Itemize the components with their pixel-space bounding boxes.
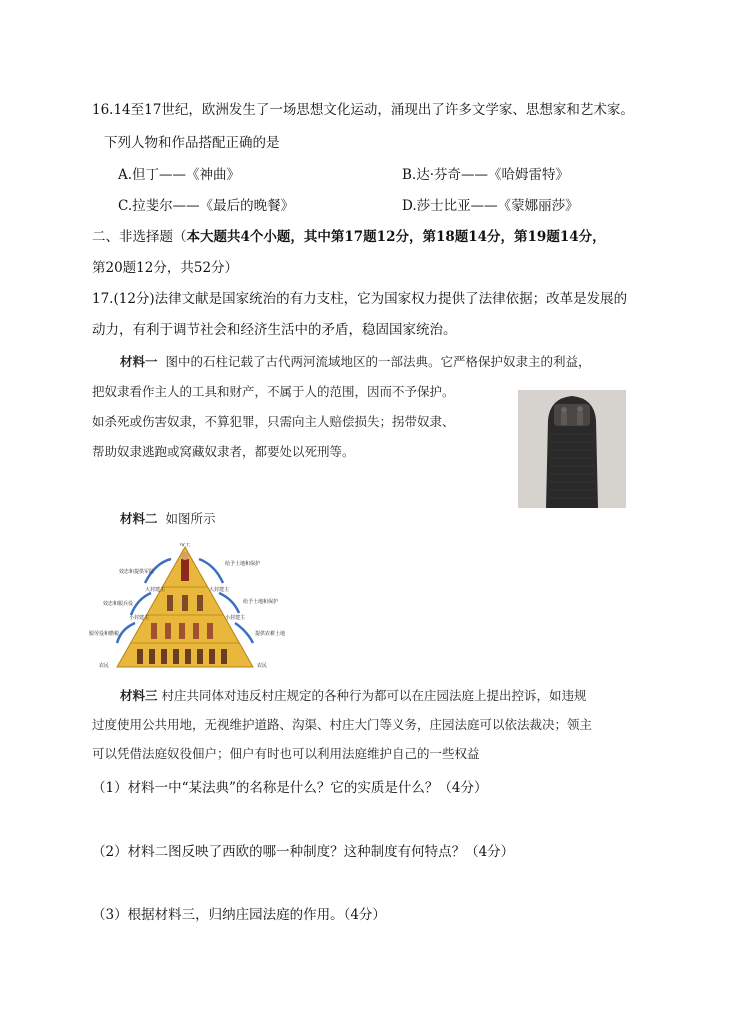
label-left-lower: 服劳役和缴税 xyxy=(89,631,120,637)
king-figure xyxy=(181,552,189,581)
material1-label: 材料一 xyxy=(120,354,158,369)
q16-option-c[interactable]: C.拉斐尔——《最后的晚餐》 xyxy=(118,198,295,214)
q17-intro-2: 动力，有利于调节社会和经济生活中的矛盾，稳固国家统治。 xyxy=(92,322,457,338)
label-tier2-right: 大封建主 xyxy=(209,587,230,593)
hammurabi-stele-photo xyxy=(518,390,626,508)
material3-label: 材料三 xyxy=(120,688,158,703)
subquestion-1: （1）材料一中“某法典”的名称是什么？它的实质是什么？（4分） xyxy=(92,780,488,796)
label-right-upper: 给予土地和保护 xyxy=(225,561,261,567)
material1-line3: 如杀死或伤害奴隶，不算犯罪，只需向主人赔偿损失；拐带奴隶、 xyxy=(92,414,455,429)
section-heading-b: 本大题共4个小题，其中第17题12分，第18题14分，第19题14分， xyxy=(186,229,606,245)
q17-intro-1: 17.(12分)法律文献是国家统治的有力支柱，它为国家权力提供了法律依据；改革是发展的 xyxy=(92,291,628,307)
material1-text: 图中的石柱记载了古代两河流域地区的一部法典。它严格保护奴隶主的利益， xyxy=(165,354,591,369)
subquestion-2: （2）材料二图反映了西欧的哪一种制度？这种制度有何特点？（4分） xyxy=(92,844,515,860)
lord-figures xyxy=(167,595,203,611)
material2-line xyxy=(120,510,215,528)
label-top: 帝王 xyxy=(179,543,191,548)
label-bottom-left: 农民 xyxy=(99,663,110,669)
material3-line2: 过度使用公共用地，无视维护道路、沟渠、村庄大门等义务，庄园法庭可以依法裁决；领主 xyxy=(92,717,593,732)
q16-option-b[interactable]: B.达·芬奇——《哈姆雷特》 xyxy=(402,167,570,183)
material1-line1 xyxy=(120,353,590,371)
label-tier3-left: 小封建主 xyxy=(129,615,150,621)
feudal-pyramid-diagram xyxy=(85,543,285,671)
label-left-upper: 效忠和提供军队 xyxy=(119,569,155,575)
q16-stem: 16.14至17世纪，欧洲发生了一场思想文化运动，涌现出了许多文学家、思想家和艺术家。 xyxy=(92,102,634,118)
stele-image xyxy=(518,390,626,508)
section-heading-line2: 第20题12分，共52分） xyxy=(92,260,239,276)
label-tier3-right: 小封建主 xyxy=(225,615,246,621)
label-right-middle: 给予土地和保护 xyxy=(243,599,279,605)
material1-line4: 帮助奴隶逃跑或窝藏奴隶者，都要处以死刑等。 xyxy=(92,444,355,459)
q16-prompt: 下列人物和作品搭配正确的是 xyxy=(104,135,280,151)
section-heading-a: 二、非选择题（ xyxy=(92,229,187,245)
section-heading xyxy=(92,228,606,246)
label-left-middle: 效忠和服兵役 xyxy=(103,601,134,607)
material3-line3: 可以凭借法庭奴役佃户；佃户有时也可以利用法庭维护自己的一些权益 xyxy=(92,746,480,761)
label-bottom-right: 农民 xyxy=(257,663,268,669)
material2-label: 材料二 xyxy=(120,511,158,526)
subquestion-3: （3）根据材料三，归纳庄园法庭的作用。（4分） xyxy=(92,907,386,923)
material3-text: 村庄共同体对违反村庄规定的各种行为都可以在庄园法庭上提出控诉，如违规 xyxy=(161,688,587,703)
q16-option-d[interactable]: D.莎士比亚——《蒙娜丽莎》 xyxy=(402,198,579,214)
material2-text: 如图所示 xyxy=(165,511,216,526)
material1-line2: 把奴隶看作主人的工具和财产，不属于人的范围，因而不予保护。 xyxy=(92,384,455,399)
q16-option-a[interactable]: A.但丁——《神曲》 xyxy=(118,167,241,183)
label-right-lower: 提供农耕土地 xyxy=(255,631,285,637)
material3-line1 xyxy=(120,687,587,705)
label-tier2-left: 大封建主 xyxy=(145,587,166,593)
